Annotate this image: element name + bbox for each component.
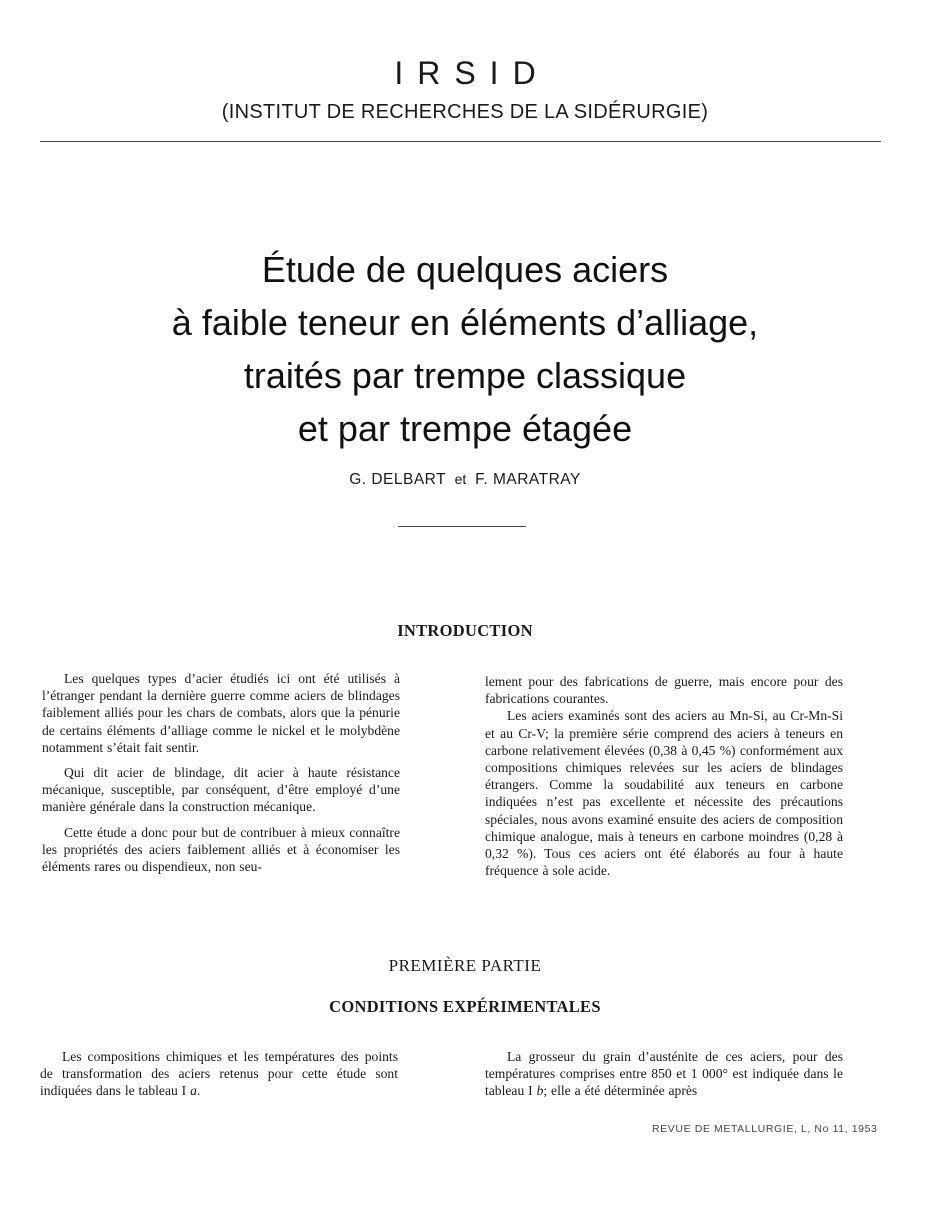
- header-divider: [40, 141, 881, 142]
- institute-name: (INSTITUT DE RECHERCHES DE LA SIDÉRURGIE): [221, 101, 709, 123]
- paragraph-text: Les compositions chimiques et les températures des points de transformation des aciers retenus pour cette étude sont indiquées dans le tableau I: [40, 1049, 398, 1099]
- paragraph: Qui dit acier de blindage, dit acier à haute résistance mécanique, susceptible, par conséquent, d’être employé d’une manière générale dans la construction mécanique.: [42, 765, 400, 815]
- title-line: et par trempe étagée: [297, 408, 633, 449]
- author-separator: et: [454, 471, 467, 487]
- paragraph: Les aciers examinés sont des aciers au Mn-Si, au Cr-Mn-Si et au Cr-V; la première série comprend des aciers à teneurs en carbone relativement élevées (0,38 à 0,45 %) conformément aux compositions chimiques relevées sur les aciers de blindages étrangers. Comme la soudabilité aux teneurs en carbone indiquées n’est pas excellente et nécessite des précautions spéciales, nous avons examiné ensuite des aciers de composition chimique analogue, mais à teneurs en carbone moindres (0,28 à 0,32 %). Tous ces aciers ont été élaborés au four à haute fréquence à sole acide.: [485, 708, 843, 879]
- title-divider: [398, 526, 526, 527]
- title-line: à faible teneur en éléments d’alliage,: [171, 302, 759, 343]
- table-ref-italic: a: [190, 1083, 197, 1099]
- author-name: G. DELBART: [349, 471, 446, 488]
- paragraph: [40, 1048, 398, 1100]
- part-label: PREMIÈRE PARTIE: [388, 956, 542, 975]
- paragraph-text: La grosseur du grain d’austénite de ces aciers, pour des températures comprises entre 850 et 1 000° est indiquée dans le tableau I: [485, 1049, 843, 1099]
- title-line: traités par trempe classique: [243, 355, 687, 396]
- table-ref-italic: b: [536, 1083, 544, 1099]
- paragraph: Les quelques types d’acier étudiés ici ont été utilisés à l’étranger pendant la dernière guerre comme aciers de blindages faiblement alliés pour les chars de combats, alors que la pénurie de certains éléments d’alliage comme le nickel et le molybdène notamment s’était fait sentir.: [42, 671, 400, 755]
- title-line: Étude de quelques aciers: [261, 249, 669, 290]
- journal-acronym: IRSID: [394, 55, 550, 91]
- conditions-left-column: [40, 1048, 398, 1100]
- conditions-right-column: [485, 1048, 843, 1100]
- paragraph: Cette étude a donc pour but de contribuer à mieux connaître les propriétés des aciers faiblement alliés et à économiser les éléments rares ou dispendieux, non seu-: [42, 824, 400, 875]
- paragraph: [485, 1048, 843, 1100]
- authors-line: [0, 471, 930, 489]
- introduction-right-column: [485, 673, 843, 879]
- author-name: F. MARATRAY: [475, 471, 581, 488]
- paragraph: lement pour des fabrications de guerre, mais encore pour des fabrications courantes.: [485, 674, 843, 707]
- paragraph-text: ; elle a été déterminée après: [543, 1083, 698, 1099]
- section-heading: CONDITIONS EXPÉRIMENTALES: [329, 997, 601, 1016]
- paragraph-text: .: [196, 1083, 201, 1099]
- journal-citation: REVUE DE METALLURGIE, L, No 11, 1953: [652, 1123, 878, 1135]
- introduction-heading: INTRODUCTION: [397, 621, 533, 640]
- introduction-left-column: [42, 670, 400, 875]
- article-title: [0, 243, 930, 455]
